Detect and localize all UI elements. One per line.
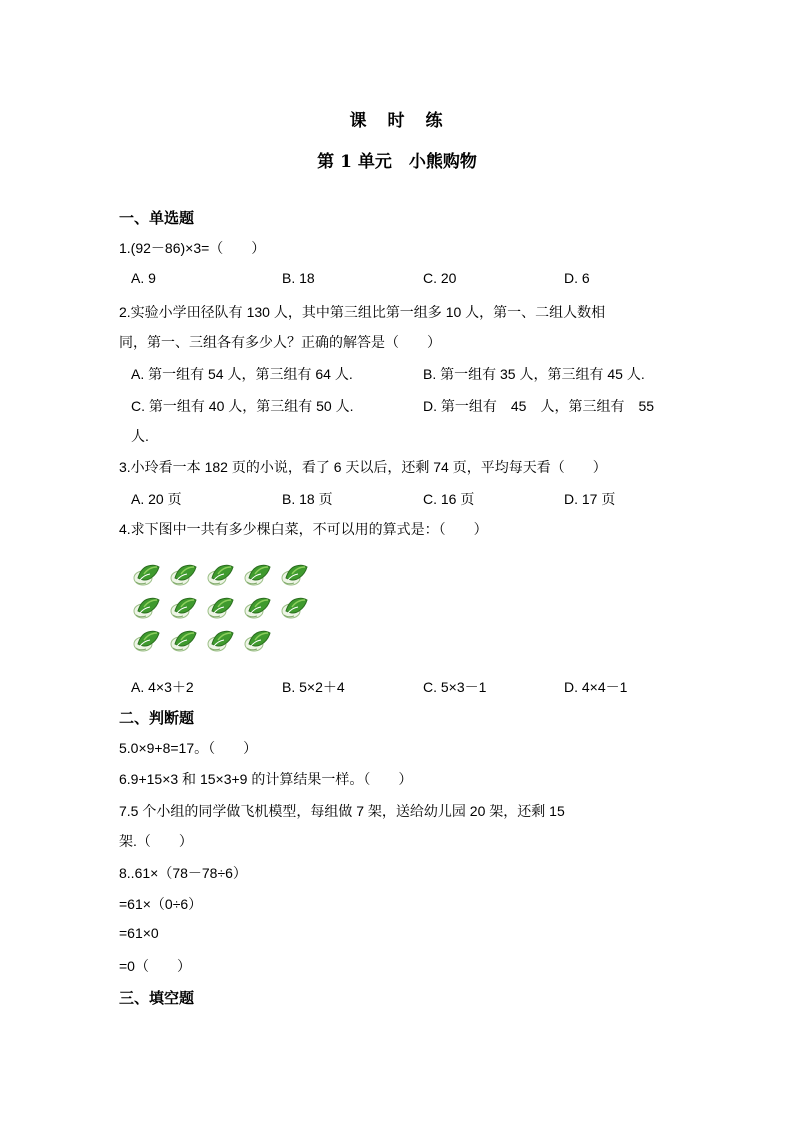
- question-6-stem: 6.9+15×3 和 15×3+9 的计算结果一样。（ ）: [119, 771, 413, 787]
- question-8-line-1: 8..61×（78－78÷6）: [119, 865, 247, 881]
- question-8-line-4: =0（ ）: [119, 958, 191, 974]
- question-1-option-a: A. 9: [131, 270, 156, 286]
- cabbage-icon: [206, 591, 236, 621]
- section-heading-true-false: 二、判断题: [119, 710, 195, 727]
- question-1-option-c: C. 20: [423, 270, 457, 286]
- question-3-option-d: D. 17 页: [564, 491, 616, 507]
- question-2-option-c: C. 第一组有 40 人，第三组有 50 人.: [131, 398, 354, 414]
- question-3-option-a: A. 20 页: [131, 491, 182, 507]
- question-4-option-d: D. 4×4－1: [564, 679, 628, 695]
- question-5-stem: 5.0×9+8=17。（ ）: [119, 740, 258, 756]
- question-3-option-b: B. 18 页: [282, 491, 333, 507]
- question-1-option-b: B. 18: [282, 270, 315, 286]
- question-4-option-b: B. 5×2＋4: [282, 679, 345, 695]
- cabbage-icon: [169, 624, 199, 654]
- section-heading-single-choice: 一、单选题: [119, 210, 195, 227]
- question-4-option-a: A. 4×3＋2: [131, 679, 194, 695]
- question-2-stem-line-2: 同，第一、三组各有多少人？正确的解答是（ ）: [119, 334, 441, 350]
- question-2-option-b: B. 第一组有 35 人，第三组有 45 人.: [423, 366, 645, 382]
- cabbage-icon: [243, 591, 273, 621]
- question-4-option-c: C. 5×3－1: [423, 679, 487, 695]
- cabbage-icon: [280, 558, 310, 588]
- question-2-stem-line-1: 2.实验小学田径队有 130 人，其中第三组比第一组多 10 人，第一、二组人数相: [119, 304, 606, 320]
- question-8-line-3: =61×0: [119, 925, 159, 941]
- question-1-stem: 1.(92－86)×3=（ ）: [119, 240, 266, 256]
- question-2-option-d-line-1: D. 第一组有 45 人，第三组有 55: [423, 398, 655, 414]
- cabbage-icon: [206, 558, 236, 588]
- question-3-option-c: C. 16 页: [423, 491, 475, 507]
- question-3-stem: 3.小玲看一本 182 页的小说，看了 6 天以后，还剩 74 页，平均每天看（ ）: [119, 459, 607, 475]
- cabbage-icon: [243, 558, 273, 588]
- question-2-option-a: A. 第一组有 54 人，第三组有 64 人.: [131, 366, 353, 382]
- question-7-stem-line-2: 架.（ ）: [119, 833, 193, 849]
- page-title: 课 时 练: [349, 111, 445, 131]
- cabbage-icon: [169, 558, 199, 588]
- cabbage-icon: [169, 591, 199, 621]
- question-7-stem-line-1: 7.5 个小组的同学做飞机模型，每组做 7 架，送给幼儿园 20 架，还剩 15: [119, 803, 565, 819]
- question-4-stem: 4.求下图中一共有多少棵白菜，不可以用的算式是：（ ）: [119, 521, 488, 537]
- cabbage-icon: [132, 558, 162, 588]
- cabbage-icon: [206, 624, 236, 654]
- cabbage-icon: [132, 624, 162, 654]
- question-2-option-d-line-2: 人.: [131, 428, 149, 444]
- cabbage-icon: [132, 591, 162, 621]
- question-1-option-d: D. 6: [564, 270, 590, 286]
- cabbage-icon: [243, 624, 273, 654]
- unit-subtitle: 第 1 单元 小熊购物: [317, 152, 477, 172]
- section-heading-fill-in: 三、填空题: [119, 990, 195, 1007]
- cabbage-picture: [132, 558, 322, 654]
- question-8-line-2: =61×（0÷6）: [119, 896, 203, 912]
- cabbage-icon: [280, 591, 310, 621]
